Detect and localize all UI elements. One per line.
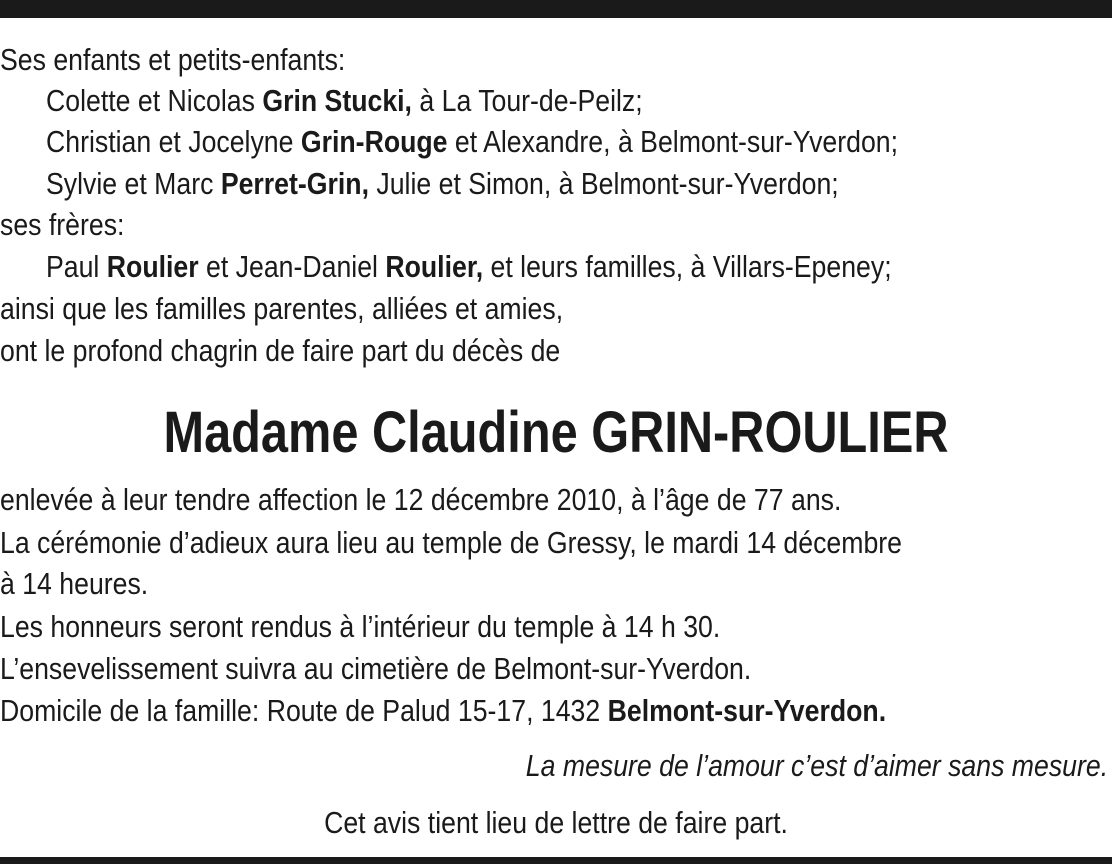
relatives-line: ainsi que les familles parentes, alliées et amies, [0,291,564,326]
child-line-3 [46,164,839,204]
child-line-1 [46,81,643,121]
child-3-names: Sylvie et Marc [46,166,221,201]
brother-1-firstname: Paul [46,249,107,284]
child-2-location: et Alexandre, à Belmont-sur-Yverdon; [447,124,899,159]
motto-quote: La mesure de l’amour c’est d’aimer sans mesure. [525,748,1108,783]
child-2-names: Christian et Jocelyne [46,124,301,159]
detail-line-4: Les honneurs seront rendus à l’intérieur du temple à 14 h 30. [0,609,721,644]
domicile-address: Domicile de la famille: Route de Palud 15-17, 1432 [0,693,608,728]
brothers-location: et leurs familles, à Villars-Epeney; [483,249,892,284]
brothers-heading: ses frères: [0,207,125,242]
bottom-border-rule [0,857,1112,864]
child-3-surname: Perret-Grin, [220,166,369,201]
brothers-line [46,247,892,287]
top-border-rule [0,0,1112,18]
child-1-location: à La Tour-de-Peilz; [411,83,643,118]
child-1-names: Colette et Nicolas [46,83,263,118]
deceased-name: Madame Claudine GRIN-ROULIER [163,400,949,465]
domicile-town: Belmont-sur-Yverdon. [607,693,887,728]
brother-2-firstname: et Jean-Daniel [198,249,386,284]
detail-line-5: L’ensevelissement suivra au cimetière de Belmont-sur-Yverdon. [0,651,752,686]
domicile-line [0,691,886,731]
detail-line-3: à 14 heures. [0,566,149,601]
child-1-surname: Grin Stucki, [262,83,412,118]
children-heading: Ses enfants et petits-enfants: [0,42,346,77]
announcement-line: ont le profond chagrin de faire part du décès de [0,333,561,368]
brother-2-surname: Roulier, [385,249,484,284]
detail-line-2: La cérémonie d’adieux aura lieu au temple de Gressy, le mardi 14 décembre [0,525,902,560]
detail-line-1: enlevée à leur tendre affection le 12 décembre 2010, à l’âge de 77 ans. [0,482,842,517]
notice-line: Cet avis tient lieu de lettre de faire part. [324,805,788,840]
child-3-location: Julie et Simon, à Belmont-sur-Yverdon; [368,166,839,201]
child-2-surname: Grin-Rouge [300,124,448,159]
brother-1-surname: Roulier [106,249,199,284]
child-line-2 [46,122,898,162]
